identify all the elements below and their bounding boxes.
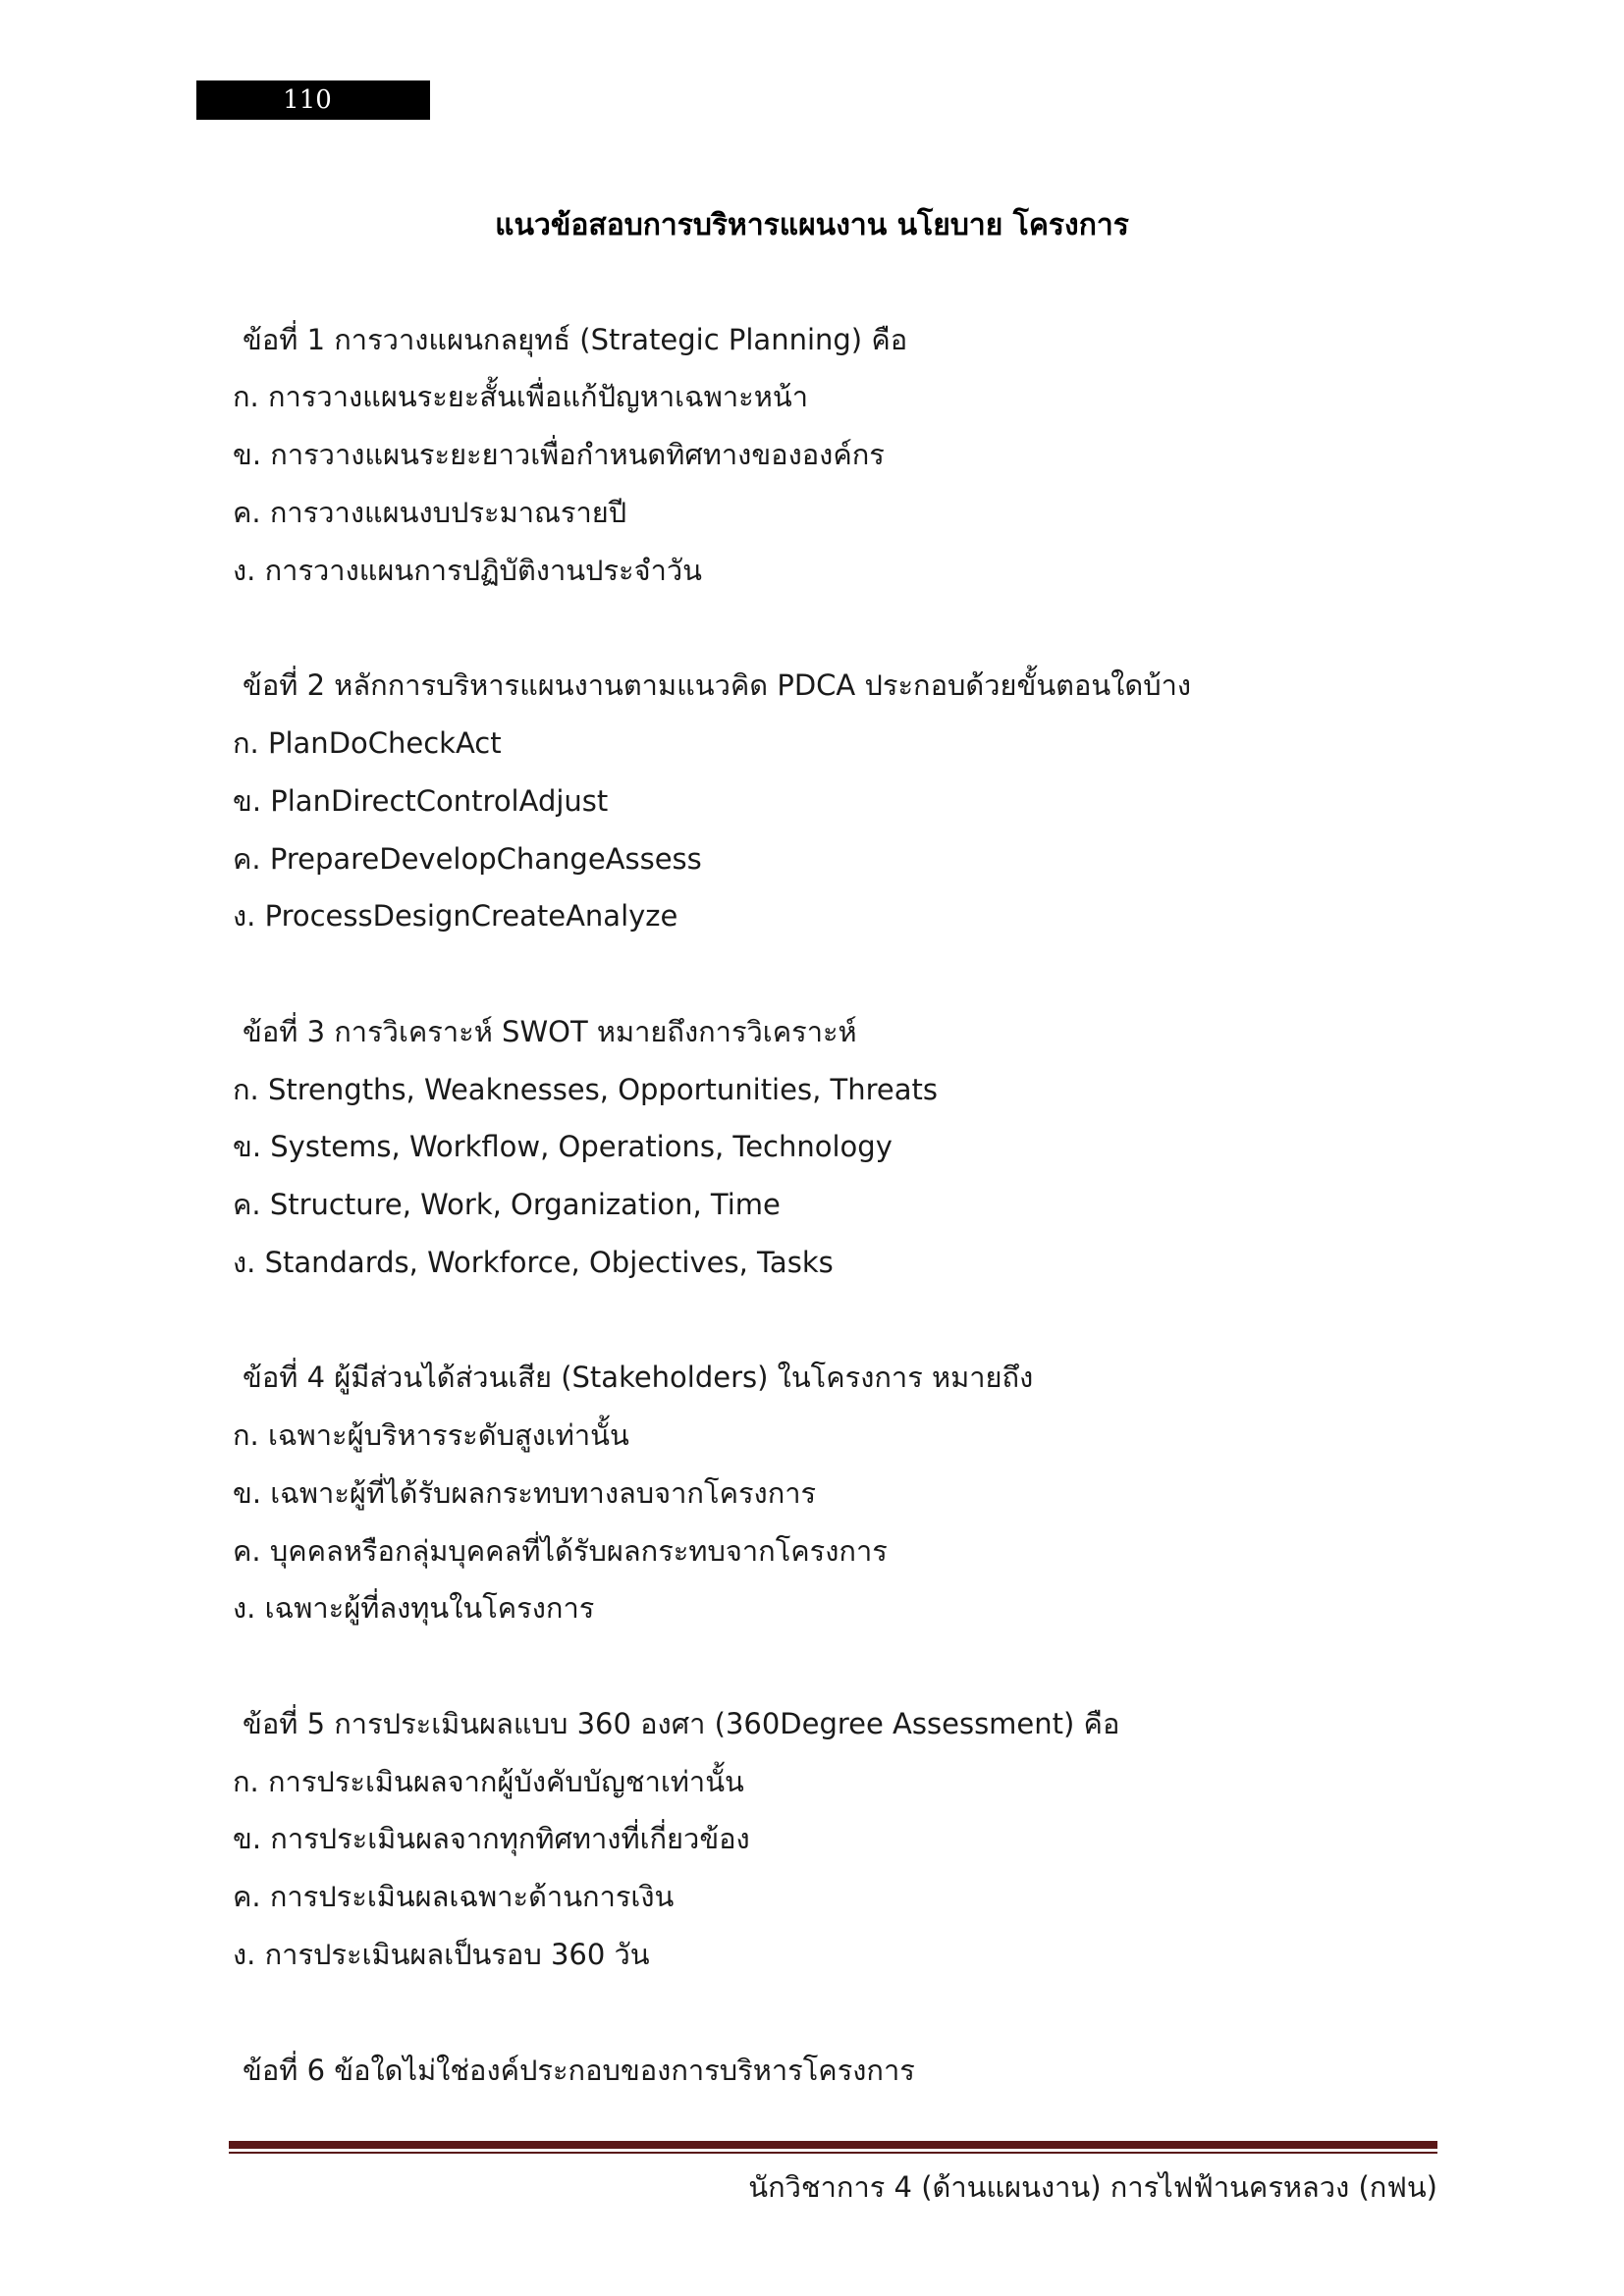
footer-text: นักวิชาการ 4 (ด้านแผนงาน) การไฟฟ้านครหลวง (กฟน) <box>748 2170 1437 2204</box>
question-text: ข้อที่ 4 ผู้มีส่วนได้ส่วนเสีย (Stakeholders) ในโครงการ หมายถึง <box>243 1361 1034 1394</box>
option-d: ง. เฉพาะผู้ที่ลงทุนในโครงการ <box>233 1591 595 1625</box>
option-c: ค. การประเมินผลเฉพาะด้านการเงิน <box>233 1880 675 1913</box>
option-b: ข. การประเมินผลจากทุกทิศทางที่เกี่ยวข้อง <box>233 1822 750 1855</box>
question-text: ข้อที่ 1 การวางแผนกลยุทธ์ (Strategic Planning) คือ <box>243 323 908 356</box>
question-text: ข้อที่ 5 การประเมินผลแบบ 360 องศา (360Degree Assessment) คือ <box>243 1707 1120 1740</box>
option-b: ข. การวางแผนระยะยาวเพื่อกำหนดทิศทางขององค์กร <box>233 438 885 471</box>
option-a: ก. เฉพาะผู้บริหารระดับสูงเท่านั้น <box>233 1418 629 1452</box>
option-a: ก. การประเมินผลจากผู้บังคับบัญชาเท่านั้น <box>233 1765 744 1798</box>
option-d: ง. การประเมินผลเป็นรอบ 360 วัน <box>233 1938 650 1971</box>
footer-divider-thin <box>229 2152 1437 2154</box>
page-title: แนวข้อสอบการบริหารแผนงาน นโยบาย โครงการ <box>495 208 1129 242</box>
option-c: ค. การวางแผนงบประมาณรายปี <box>233 496 627 529</box>
question-text: ข้อที่ 3 การวิเคราะห์ SWOT หมายถึงการวิเคราะห์ <box>243 1015 857 1048</box>
footer-divider <box>229 2141 1437 2149</box>
option-d: ง. ProcessDesignCreateAnalyze <box>233 899 678 933</box>
option-a: ก. การวางแผนระยะสั้นเพื่อแก้ปัญหาเฉพาะหน้า <box>233 380 808 413</box>
page-number: 110 <box>196 80 430 120</box>
option-b: ข. PlanDirectControlAdjust <box>233 784 609 818</box>
option-a: ก. Strengths, Weaknesses, Opportunities, Threats <box>233 1073 938 1106</box>
option-b: ข. เฉพาะผู้ที่ได้รับผลกระทบทางลบจากโครงการ <box>233 1476 817 1510</box>
option-a: ก. PlanDoCheckAct <box>233 726 502 760</box>
option-d: ง. Standards, Workforce, Objectives, Tasks <box>233 1246 834 1279</box>
option-b: ข. Systems, Workflow, Operations, Technology <box>233 1130 893 1163</box>
option-c: ค. PrepareDevelopChangeAssess <box>233 842 702 876</box>
option-d: ง. การวางแผนการปฏิบัติงานประจำวัน <box>233 554 703 587</box>
question-text: ข้อที่ 2 หลักการบริหารแผนงานตามแนวคิด PDCA ประกอบด้วยขั้นตอนใดบ้าง <box>243 668 1192 702</box>
option-c: ค. บุคคลหรือกลุ่มบุคคลที่ได้รับผลกระทบจากโครงการ <box>233 1534 888 1568</box>
question-text: ข้อที่ 6 ข้อใดไม่ใช่องค์ประกอบของการบริหารโครงการ <box>243 2054 915 2087</box>
option-c: ค. Structure, Work, Organization, Time <box>233 1188 781 1221</box>
